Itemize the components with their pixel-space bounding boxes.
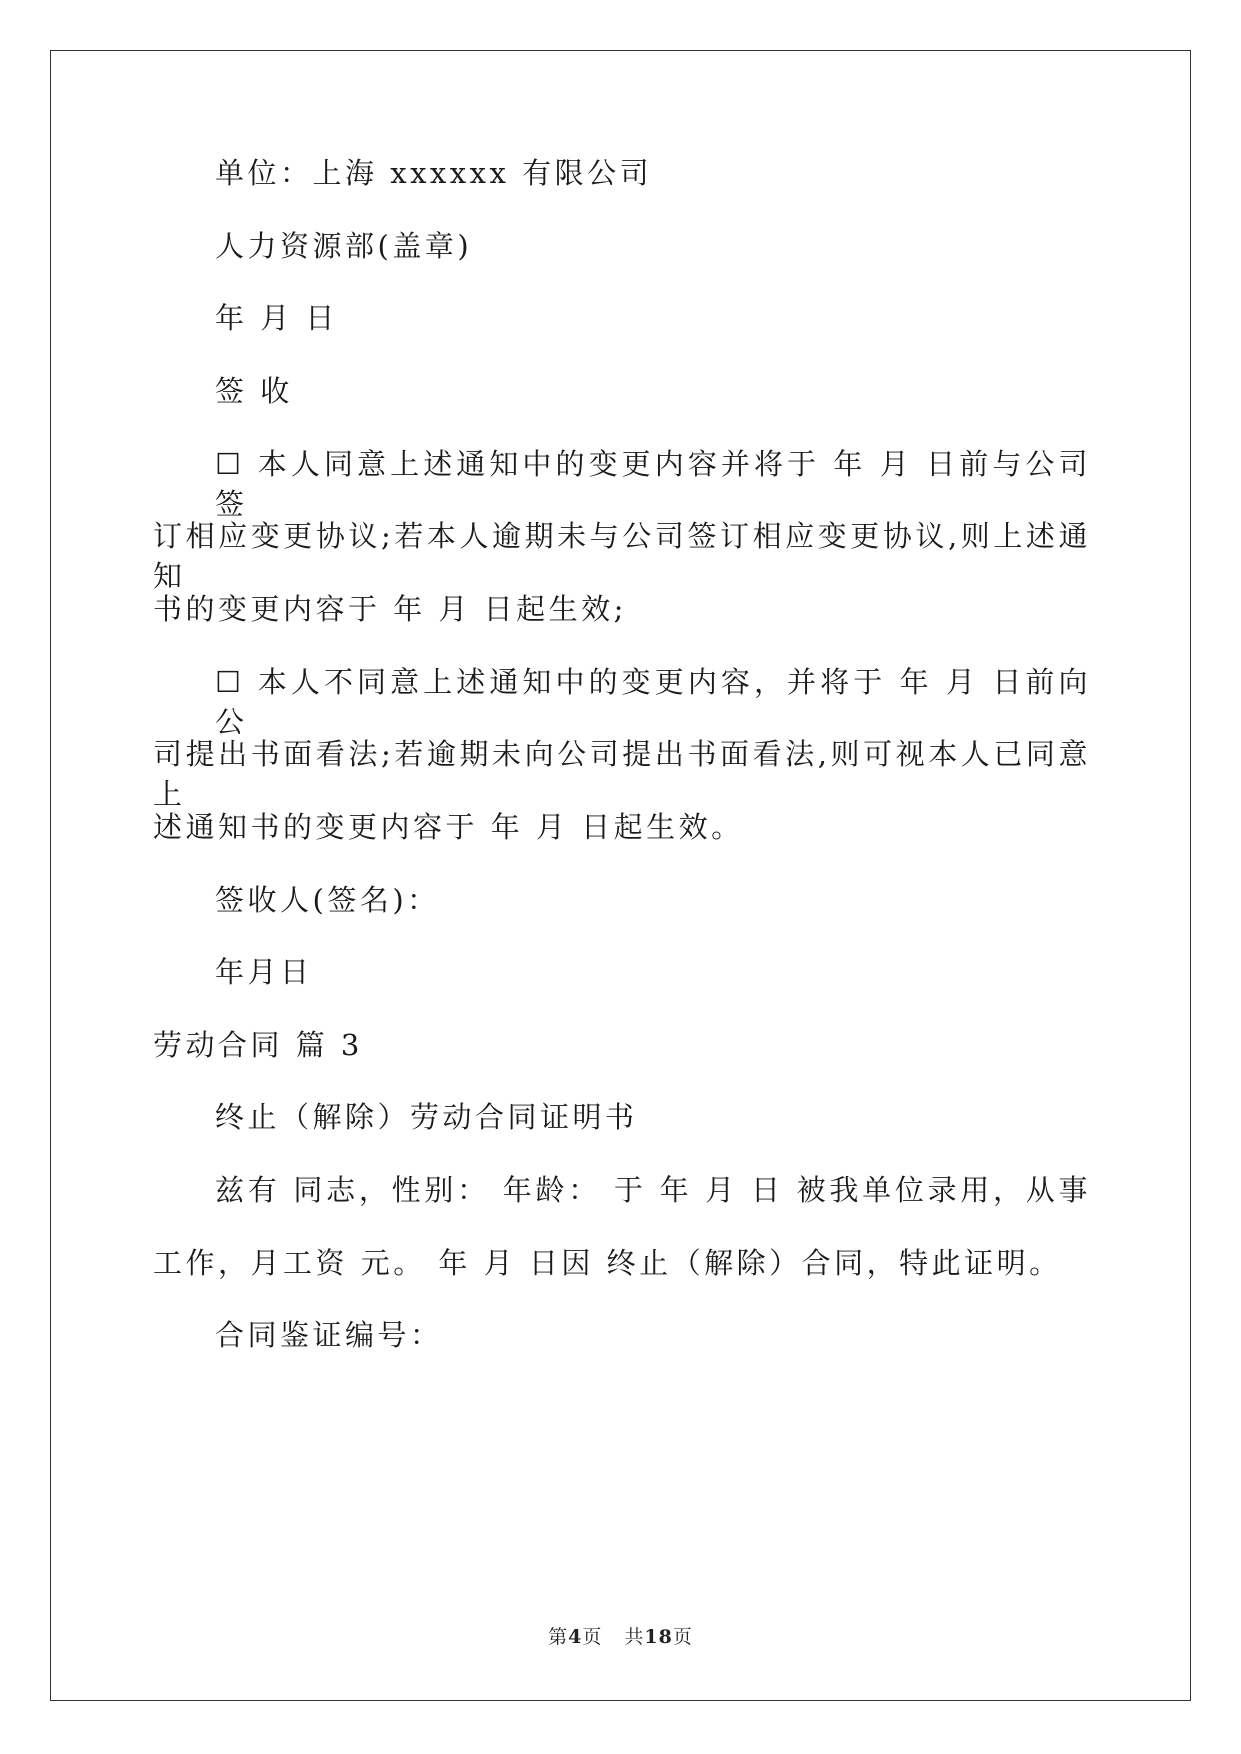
page-prefix: 第: [548, 1626, 569, 1648]
agree-option-line-1: ☐ 本人同意上述通知中的变更内容并将于 年 月 日前与公司签: [215, 447, 1091, 521]
total-unit: 页: [672, 1626, 693, 1648]
disagree-option-line-1: ☐ 本人不同意上述通知中的变更内容，并将于 年 月 日前向公: [215, 665, 1091, 739]
unit-line: 单位：上海 xxxxxx 有限公司: [215, 156, 653, 190]
agree-option-line-2: 订相应变更协议;若本人逾期未与公司签订相应变更协议,则上述通知: [153, 519, 1091, 593]
section-heading: 劳动合同 篇 3: [153, 1028, 363, 1062]
certificate-line-2: 工作，月工资 元。 年 月 日因 终止（解除）合同，特此证明。: [153, 1246, 1062, 1280]
page-total: 18: [644, 1626, 673, 1648]
page-footer: [0, 1622, 1241, 1649]
department-line: 人力资源部(盖章): [215, 229, 473, 263]
page-number: 4: [568, 1626, 583, 1648]
contract-number-line: 合同鉴证编号：: [215, 1318, 443, 1352]
disagree-option-line-2: 司提出书面看法;若逾期未向公司提出书面看法,则可视本人已同意上: [153, 737, 1091, 811]
date-line: 年 月 日: [215, 301, 338, 335]
signer-date-line: 年月日: [215, 955, 313, 989]
certificate-line-1: 兹有 同志，性别： 年龄： 于 年 月 日 被我单位录用，从事: [215, 1173, 1091, 1207]
page-unit: 页: [582, 1626, 603, 1648]
certificate-title: 终止（解除）劳动合同证明书: [215, 1100, 638, 1134]
agree-option-line-3: 书的变更内容于 年 月 日起生效;: [153, 592, 627, 626]
receipt-heading: 签 收: [215, 374, 293, 408]
disagree-option-line-3: 述通知书的变更内容于 年 月 日起生效。: [153, 810, 744, 844]
total-prefix: 共: [624, 1626, 645, 1648]
signer-line: 签收人(签名)：: [215, 883, 440, 917]
